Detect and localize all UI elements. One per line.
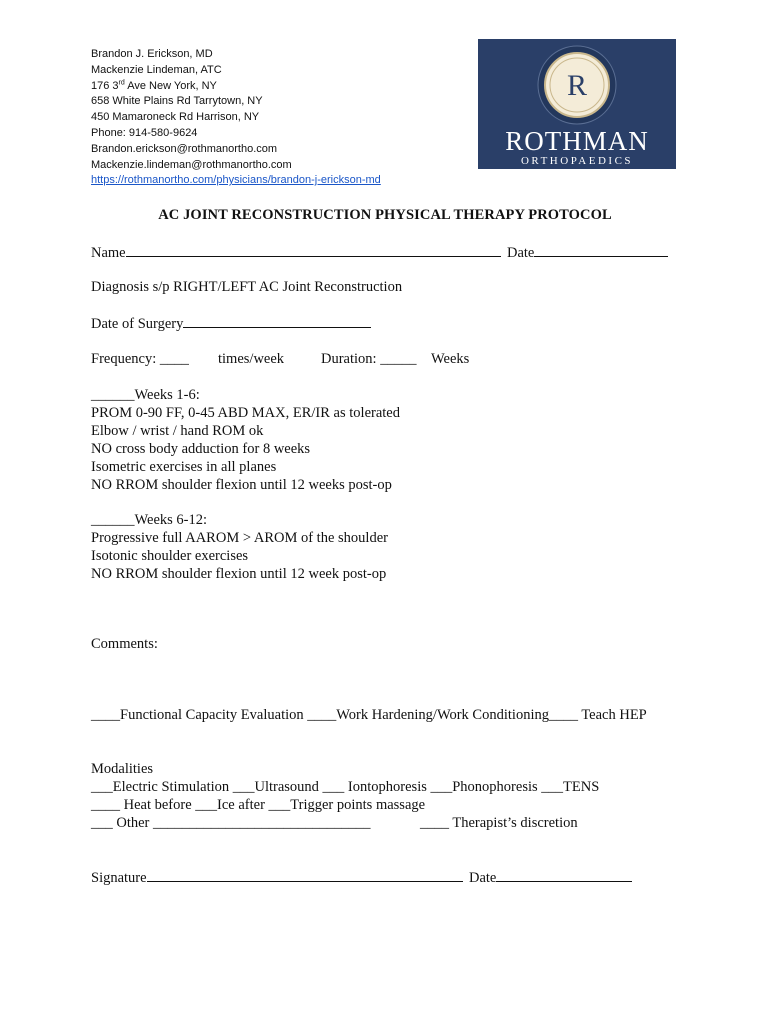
- address-tarrytown: 658 White Plains Rd Tarrytown, NY: [91, 95, 263, 108]
- other-modality-field[interactable]: ___ Other ______________________________: [91, 815, 371, 831]
- list-item: Progressive full AAROM > AROM of the shoulder: [91, 530, 388, 546]
- signature-date-label: Date: [469, 870, 497, 886]
- contact-block: [91, 47, 381, 189]
- logo-letter: R: [566, 69, 588, 102]
- logo-subtitle: ORTHOPAEDICS: [520, 155, 634, 167]
- surgery-date-field[interactable]: [91, 314, 371, 333]
- phone-number: Phone: 914-580-9624: [91, 126, 198, 139]
- list-item: Isometric exercises in all planes: [91, 459, 277, 475]
- therapist-discretion-option[interactable]: ____ Therapist’s discretion: [420, 815, 578, 831]
- name-input-line[interactable]: [126, 243, 501, 257]
- duration-field[interactable]: Duration: _____: [321, 351, 417, 367]
- modalities-options-2[interactable]: ____ Heat before ___Ice after ___Trigger points massage: [91, 797, 426, 813]
- email-erickson: Brandon.erickson@rothmanortho.com: [91, 142, 278, 155]
- physician-name: Brandon J. Erickson, MD: [91, 48, 213, 60]
- modalities-options-1[interactable]: ___Electric Stimulation ___Ultrasound ___ Iontophoresis ___Phonophoresis ___TENS: [91, 779, 600, 795]
- frequency-field[interactable]: Frequency: ____: [91, 351, 189, 367]
- signature-label: Signature: [91, 870, 147, 886]
- name-field[interactable]: [91, 243, 501, 262]
- list-item: PROM 0-90 FF, 0-45 ABD MAX, ER/IR as tolerated: [91, 405, 400, 421]
- trainer-name: Mackenzie Lindeman, ATC: [91, 63, 222, 76]
- list-item: NO cross body adduction for 8 weeks: [91, 441, 311, 457]
- phase-weeks-1-6: [91, 386, 400, 494]
- comments-label: Comments:: [91, 636, 158, 652]
- phase-weeks-6-12: [91, 511, 388, 583]
- rothman-logo: [478, 39, 676, 169]
- address-new-york: 176 3rd Ave New York, NY: [91, 78, 217, 92]
- name-label: Name: [91, 245, 126, 261]
- signature-input-line[interactable]: [147, 868, 463, 882]
- weeks-label: Weeks: [431, 351, 470, 367]
- phase-header[interactable]: ______Weeks 1-6:: [91, 387, 200, 403]
- email-lindeman: Mackenzie.lindeman@rothmanortho.com: [91, 158, 292, 171]
- diagnosis-line: Diagnosis s/p RIGHT/LEFT AC Joint Reconstruction: [91, 279, 403, 295]
- list-item: Elbow / wrist / hand ROM ok: [91, 423, 264, 439]
- therapy-options-line[interactable]: ____Functional Capacity Evaluation ____Work Hardening/Work Conditioning____ Teach HEP: [91, 707, 647, 723]
- list-item: NO RROM shoulder flexion until 12 weeks post-op: [91, 477, 392, 493]
- modalities-block: [91, 760, 599, 814]
- physician-profile-link[interactable]: https://rothmanortho.com/physicians/brandon-j-erickson-md: [91, 174, 381, 187]
- date-label: Date: [507, 245, 535, 261]
- surgery-date-input-line[interactable]: [183, 314, 371, 328]
- address-harrison: 450 Mamaroneck Rd Harrison, NY: [91, 111, 260, 124]
- list-item: Isotonic shoulder exercises: [91, 548, 249, 564]
- signature-date-field[interactable]: [469, 868, 632, 887]
- times-per-week-label: times/week: [218, 351, 285, 367]
- list-item: NO RROM shoulder flexion until 12 week post-op: [91, 566, 387, 582]
- signature-field[interactable]: [91, 868, 463, 887]
- surgery-date-label: Date of Surgery: [91, 316, 184, 332]
- date-input-line[interactable]: [534, 243, 668, 257]
- document-title: AC JOINT RECONSTRUCTION PHYSICAL THERAPY PROTOCOL: [158, 207, 612, 223]
- modalities-label: Modalities: [91, 761, 154, 777]
- logo-brand: ROTHMAN: [505, 126, 649, 156]
- signature-date-input-line[interactable]: [496, 868, 632, 882]
- date-field[interactable]: [507, 243, 668, 262]
- phase-header[interactable]: ______Weeks 6-12:: [91, 512, 208, 528]
